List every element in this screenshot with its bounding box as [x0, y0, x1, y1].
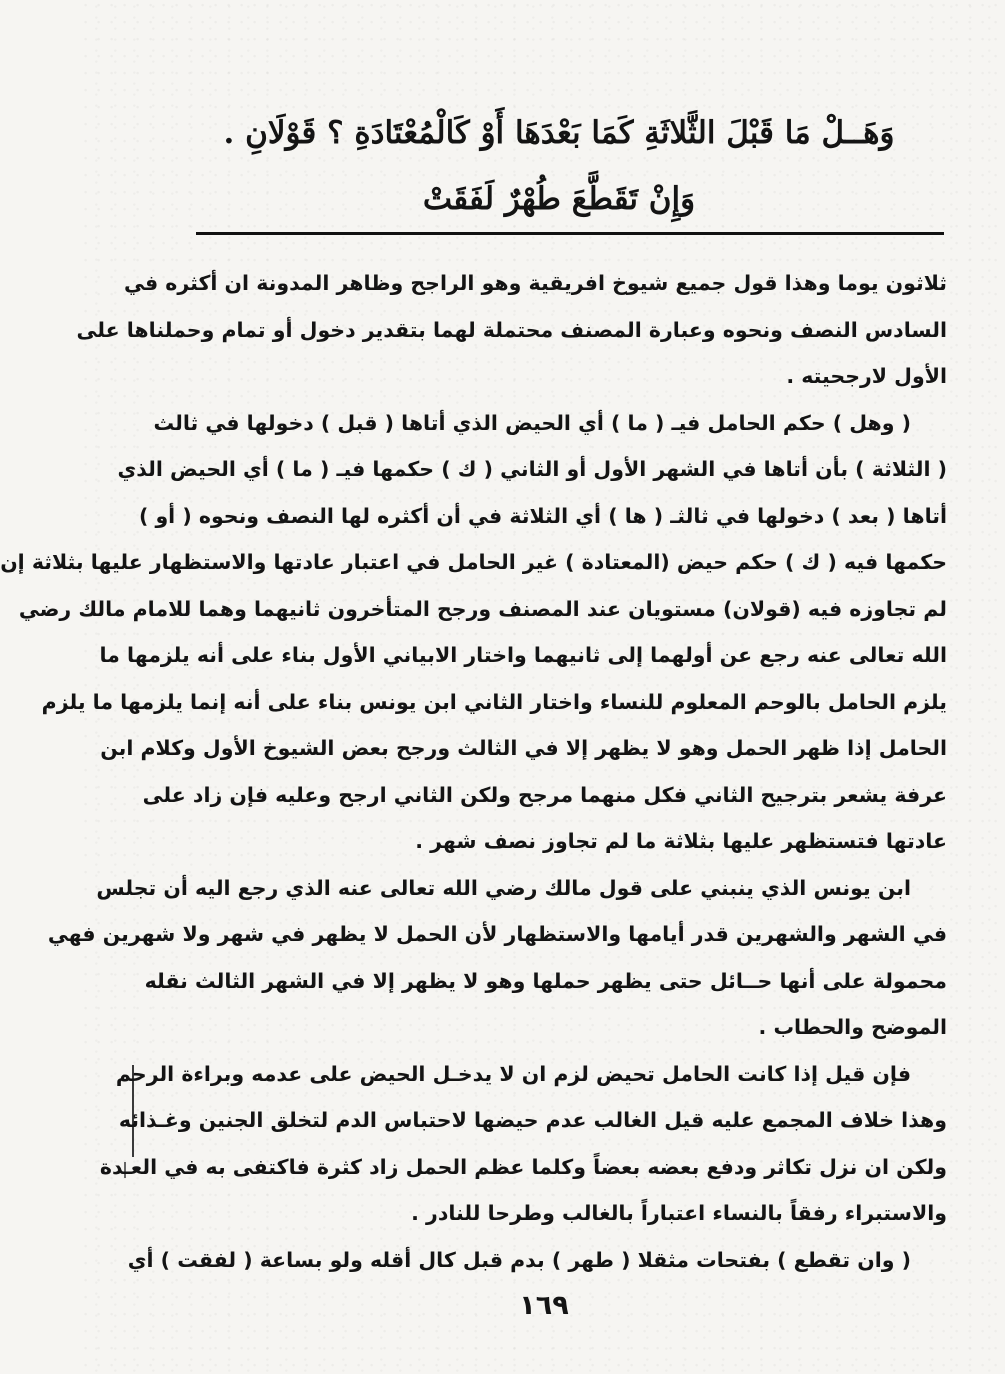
matn-line: وَهَــلْ مَا قَبْلَ الثَّلاثَةِ كَمَا بَعْدَهَا أَوْ كَالْمُعْتَادَةِ ؟ قَوْلَانِ . [223, 115, 895, 151]
text-line: ( الثلاثة ) بأن أتاها في الشهر الأول أو الثاني ( ك ) حكمها فيـ ( ما ) أي الحيض الذي [117, 457, 947, 481]
text-line: الله تعالى عنه رجع عن أولهما إلى ثانيهما واختار الابياني الأول بناء على أنه يلزمها ما [99, 643, 947, 667]
text-line: الحامل إذا ظهر الحمل وهو لا يظهر إلا في الثالث ورجح بعض الشيوخ الأول وكلام ابن [100, 736, 947, 760]
text-line: ( وان تقطع ) بفتحات مثقلا ( طهر ) بدم قبل كال أقله ولو بساعة ( لفقت ) أي [127, 1247, 911, 1272]
text-line: ( وهل ) حكم الحامل فيـ ( ما ) أي الحيض الذي أتاها ( قبل ) دخولها في ثالث [153, 410, 911, 435]
text-line: الموضح والحطاب . [758, 1015, 947, 1039]
text-line: يلزم الحامل بالوحم المعلوم للنساء واختار الثاني ابن يونس بناء على أنه إنما يلزمها ما يلزم [41, 689, 947, 714]
text-line: ولكن ان نزل تكاثر ودفع بعضه بعضاً وكلما عظم الحمل زاد كثرة فاكتفى به في العـدة [99, 1154, 947, 1179]
matn-line: وَإِنْ تَقَطَّعَ طُهْرٌ لَفَقَتْ [422, 181, 696, 217]
text-line: حكمها فيه ( ك ) حكم حيض (المعتادة ) غير الحامل في اعتبار عادتها والاستظهار عليها بثلاثة إن [0, 550, 947, 574]
commentary-text [0, 260, 947, 1283]
text-line: ثلاثون يوما وهذا قول جميع شيوخ افريقية وهو الراجح وظاهر المدونة ان أكثره في [123, 271, 947, 295]
text-line: في الشهر والشهرين قدر أيامها والاستظهار لأن الحمل لا يظهر في شهر ولا شهرين فهي [47, 922, 947, 946]
text-line: السادس النصف ونحوه وعبارة المصنف محتملة لهما بتقدير دخول أو تمام وحملناها على [76, 317, 947, 342]
matn-block [199, 100, 919, 232]
text-line: الأول لارجحيته . [786, 364, 947, 388]
text-line: والاستبراء رفقاً بالنساء اعتباراً بالغالب وطرحا للنادر . [411, 1201, 947, 1225]
text-line: فإن قيل إذا كانت الحامل تحيض لزم ان لا يدخـل الحيض على عدمه وبراءة الرحم [115, 1061, 911, 1086]
text-line: وهذا خلاف المجمع عليه قيل الغالب عدم حيضها لاحتباس الدم لتخلق الجنين وغـذائه [118, 1108, 947, 1132]
separator-rule [196, 232, 944, 235]
text-line: ابن يونس الذي ينبني على قول مالك رضي الله تعالى عنه الذي رجع اليه أن تجلس [96, 875, 911, 900]
text-line: عادتها فتستظهر عليها بثلاثة ما لم تجاوز نصف شهر . [415, 829, 947, 853]
text-line: محمولة على أنها حــائل حتى يظهر حملها وهو لا يظهر إلا في الشهر الثالث نقله [144, 968, 947, 993]
text-line: لم تجاوزه فيه (قولان) مستويان عند المصنف ورجح المتأخرون ثانيهما وهما للامام مالك رضي [18, 596, 947, 621]
text-line: أتاها ( بعد ) دخولها في ثالثـ ( ها ) أي الثلاثة في أن أكثره لها النصف ونحوه ( أو ) [138, 503, 947, 528]
text-line: عرفة يشعر بترجيح الثاني فكل منهما مرجح ولكن الثاني ارجح وعليه فإن زاد على [142, 782, 947, 807]
page-number: ١٦٩ [519, 1290, 569, 1321]
